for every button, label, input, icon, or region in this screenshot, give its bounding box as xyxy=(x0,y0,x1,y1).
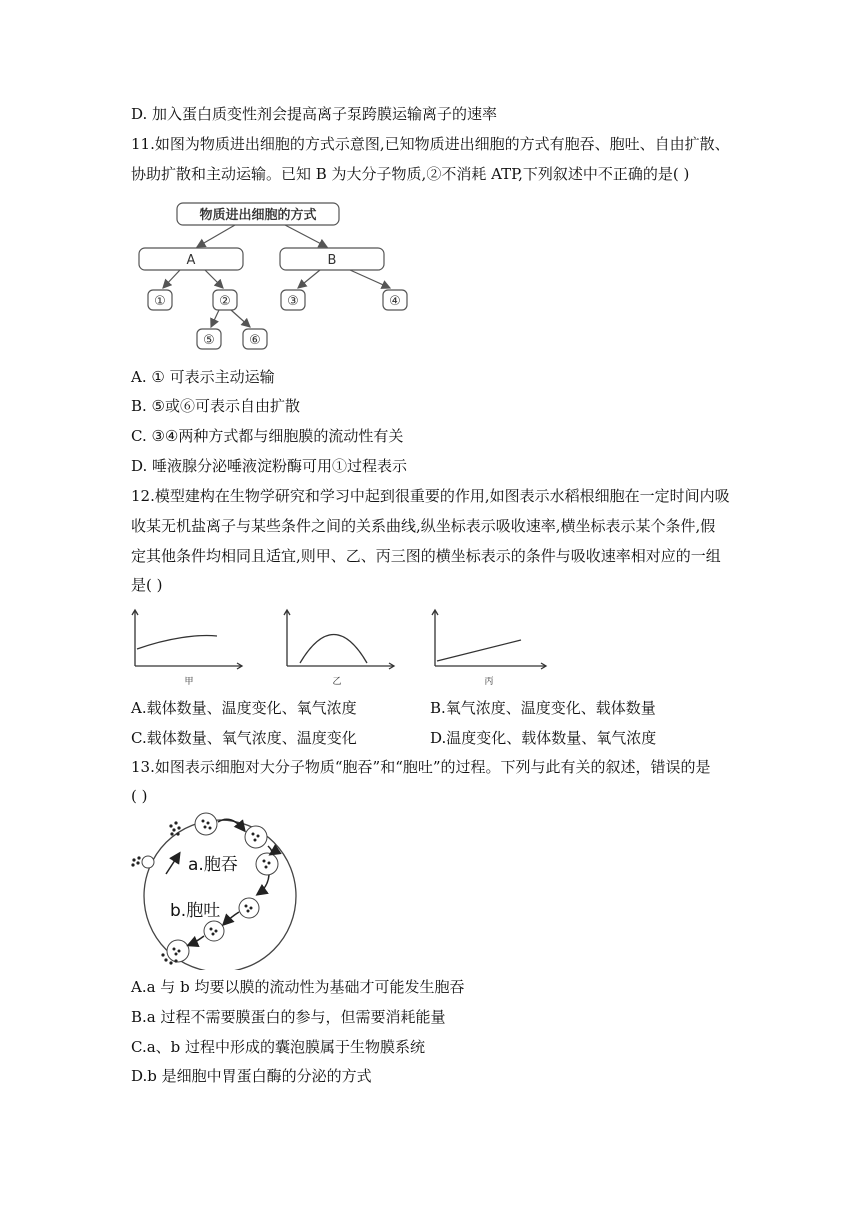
question-13-option-b: B.a 过程不需要膜蛋白的参与，但需要消耗能量 xyxy=(131,1008,446,1026)
question-13-stem-line1: 13.如图表示细胞对大分子物质“胞吞”和“胞吐”的过程。下列与此有关的叙述，错误的是 xyxy=(131,758,711,776)
graph-bing-line xyxy=(437,640,521,661)
graph-jia-curve xyxy=(137,636,217,649)
question-13-option-d: D.b 是细胞中胃蛋白酶的分泌的方式 xyxy=(131,1067,372,1085)
cell-membrane xyxy=(144,820,296,970)
question-11-stem-line1: 11.如图为物质进出细胞的方式示意图,已知物质进出细胞的方式有胞吞、胞吐、自由扩散、 xyxy=(131,135,730,153)
diagram-node-5: ⑤ xyxy=(203,333,215,348)
question-12-stem-line4: 是( ) xyxy=(131,576,163,594)
question-13-stem-line2: ( ) xyxy=(131,787,148,805)
question-12-option-c: C.载体数量、氧气浓度、温度变化 xyxy=(131,729,357,747)
question-12-stem-line1: 12.模型建构在生物学研究和学习中起到很重要的作用,如图表示水稻根细胞在一定时间内吸 xyxy=(131,487,730,505)
graph-bing xyxy=(428,608,553,688)
graph-yi xyxy=(280,608,400,688)
question-12-option-b: B.氧气浓度、温度变化、载体数量 xyxy=(430,699,656,717)
question-11-option-c: C. ③④两种方式都与细胞膜的流动性有关 xyxy=(131,427,404,445)
graph-bing-label: 丙 xyxy=(484,677,494,687)
transport-methods-diagram xyxy=(135,198,425,356)
question-11-option-d: D. 唾液腺分泌唾液淀粉酶可用①过程表示 xyxy=(131,457,408,475)
question-12-option-d: D.温度变化、载体数量、氧气浓度 xyxy=(430,729,657,747)
diagram-node-1: ① xyxy=(154,294,166,309)
question-11-option-b: B. ⑤或⑥可表示自由扩散 xyxy=(131,397,301,415)
diagram-node-3: ③ xyxy=(287,294,299,309)
graph-yi-curve xyxy=(300,635,367,664)
question-12-option-a: A.载体数量、温度变化、氧气浓度 xyxy=(131,699,357,717)
diagram-root-label: 物质进出细胞的方式 xyxy=(199,208,317,223)
diagram-node-6: ⑥ xyxy=(249,333,261,348)
graph-yi-label: 乙 xyxy=(332,677,342,687)
question-11-stem-line2: 协助扩散和主动运输。已知 B 为大分子物质,②不消耗 ATP,下列叙述中不正确的是( ) xyxy=(131,165,690,183)
label-exocytosis: b.胞吐 xyxy=(170,901,221,921)
diagram-label-a: A xyxy=(186,253,196,268)
question-10-option-d: D. 加入蛋白质变性剂会提高离子泵跨膜运输离子的速率 xyxy=(131,105,498,123)
endocytosis-exocytosis-diagram xyxy=(126,812,301,970)
question-12-stem-line2: 收某无机盐离子与某些条件之间的关系曲线,纵坐标表示吸收速率,横坐标表示某个条件,假 xyxy=(131,517,716,535)
question-13-option-a: A.a 与 b 均要以膜的流动性为基础才可能发生胞吞 xyxy=(131,978,465,996)
graph-jia-label: 甲 xyxy=(184,677,194,687)
question-13-option-c: C.a、b 过程中形成的囊泡膜属于生物膜系统 xyxy=(131,1038,426,1056)
graph-jia xyxy=(128,608,248,688)
label-endocytosis: a.胞吞 xyxy=(188,855,238,875)
question-11-option-a: A. ① 可表示主动运输 xyxy=(131,368,275,386)
diagram-node-2: ② xyxy=(219,294,231,309)
diagram-node-4: ④ xyxy=(389,294,401,309)
diagram-label-b: B xyxy=(327,253,337,268)
question-12-stem-line3: 定其他条件均相同且适宜,则甲、乙、丙三图的横坐标表示的条件与吸收速率相对应的一组 xyxy=(131,547,721,565)
